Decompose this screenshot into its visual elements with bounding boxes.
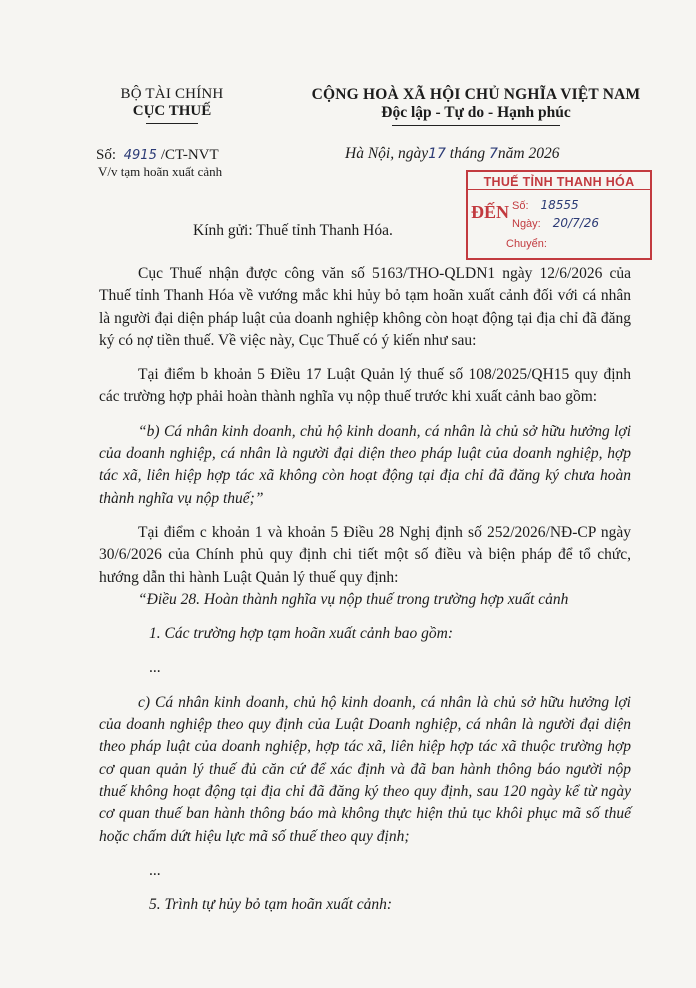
stamp-title: THUẾ TỈNH THANH HÓA xyxy=(468,172,650,190)
stamp-so-value: 18555 xyxy=(540,198,579,212)
stamp-ngay-label: Ngày: xyxy=(512,218,541,230)
motto-underline xyxy=(392,125,560,126)
paragraph-clause-5: 5. Trình tự hủy bỏ tạm hoãn xuất cảnh: xyxy=(149,896,393,914)
paragraph-law-citation: Tại điểm b khoản 5 Điều 17 Luật Quản lý thuế số 108/2025/QH15 quy định các trường hợp phải hoàn thành nghĩa vụ nộp thuế trước khi xuất cảnh bao gồm: xyxy=(99,366,631,406)
issuer-header xyxy=(96,86,248,124)
national-header xyxy=(306,86,646,126)
paragraph-ellipsis-2: ... xyxy=(149,861,161,879)
stamp-chuyen-label: Chuyển: xyxy=(506,238,547,250)
stamp-ngay-value: 20/7/26 xyxy=(552,216,600,230)
stamp-so-row xyxy=(512,198,579,212)
header-underline xyxy=(146,123,198,124)
paragraph-intro: Cục Thuế nhận được công văn số 5163/THO-QLDN1 ngày 12/6/2026 của Thuế tỉnh Thanh Hóa về vướng mắc khi hủy bỏ tạm hoãn xuất cảnh đối với cá nhân là người đại diện pháp luật của doanh nghiệp không còn hoạt động tại địa chỉ đã đăng ký có nợ tiền thuế. Về việc này, Cục Thuế có ý kiến như sau: xyxy=(99,265,631,349)
department-name: CỤC THUẾ xyxy=(132,103,212,119)
so-suffix: /CT-NVT xyxy=(160,147,219,163)
stamp-den: ĐẾN xyxy=(471,202,510,222)
paragraph-law-quote: “b) Cá nhân kinh doanh, chủ hộ kinh doanh, cá nhân là chủ sở hữu hưởng lợi của doanh nghiệp, cá nhân là người đại diện theo pháp luật của doanh nghiệp, hợp tác xã, liên hiệp hợp tác xã không còn hoạt động tại địa chỉ đã đăng ký chưa hoàn thành nghĩa vụ nộp thuế;” xyxy=(99,422,631,507)
paragraph-decree-citation: Tại điểm c khoản 1 và khoản 5 Điều 28 Nghị định số 252/2026/NĐ-CP ngày 30/6/2026 của Chính phủ quy định chi tiết một số điều và biện pháp để tổ chức, hướng dẫn thi hành Luật Quản lý thuế quy định: xyxy=(99,523,631,586)
date-month-handwritten: 7 xyxy=(488,146,498,162)
recipient-line: Kính gửi: Thuế tỉnh Thanh Hóa. xyxy=(193,222,393,239)
subject-line: V/v tạm hoãn xuất cảnh xyxy=(98,164,223,179)
dateline xyxy=(345,145,559,163)
date-prefix: Hà Nội, ngày xyxy=(345,145,429,162)
paragraph-point-c: c) Cá nhân kinh doanh, chủ hộ kinh doanh, cá nhân là chủ sở hữu hưởng lợi của doanh nghiệp theo quy định của Luật Doanh nghiệp, cá nhân là người đại diện theo pháp luật của doanh nghiệp, hợp tác xã, liên hiệp hợp tác xã thuộc trường hợp cơ quan quản lý thuế đủ căn cứ để xác định và đã ban hành thông báo người nộp thuế không hoạt động tại địa chỉ đã đăng ký theo quy định, sau 120 ngày kể từ ngày cơ quan thuế ban hành thông báo mà không thực hiện thủ tục khôi phục mã số thuế hoặc chấm dứt hiệu lực mã số thuế theo quy định; xyxy=(99,693,631,845)
paragraph-clause-1: 1. Các trường hợp tạm hoãn xuất cảnh bao gồm: xyxy=(149,625,453,643)
year-label: năm 2026 xyxy=(497,145,560,162)
motto: Độc lập - Tự do - Hạnh phúc xyxy=(381,104,571,121)
letter-body xyxy=(99,263,631,916)
date-day-handwritten: 17 xyxy=(428,146,446,162)
so-number-handwritten: 4915 xyxy=(123,148,157,163)
document-number xyxy=(96,147,219,164)
paragraph-article-title: “Điều 28. Hoàn thành nghĩa vụ nộp thuế trong trường hợp xuất cảnh xyxy=(138,590,569,608)
so-label: Số: xyxy=(96,147,117,163)
paragraph-ellipsis-1: ... xyxy=(149,659,161,677)
ministry-name: BỘ TÀI CHÍNH xyxy=(120,86,224,102)
month-label: tháng xyxy=(449,145,486,162)
republic-title: CỘNG HOÀ XÃ HỘI CHỦ NGHĨA VIỆT NAM xyxy=(311,86,641,103)
received-stamp xyxy=(466,170,652,260)
stamp-chuyen-row xyxy=(506,238,547,250)
stamp-ngay-row xyxy=(512,216,599,230)
stamp-so-label: Số: xyxy=(512,200,529,212)
